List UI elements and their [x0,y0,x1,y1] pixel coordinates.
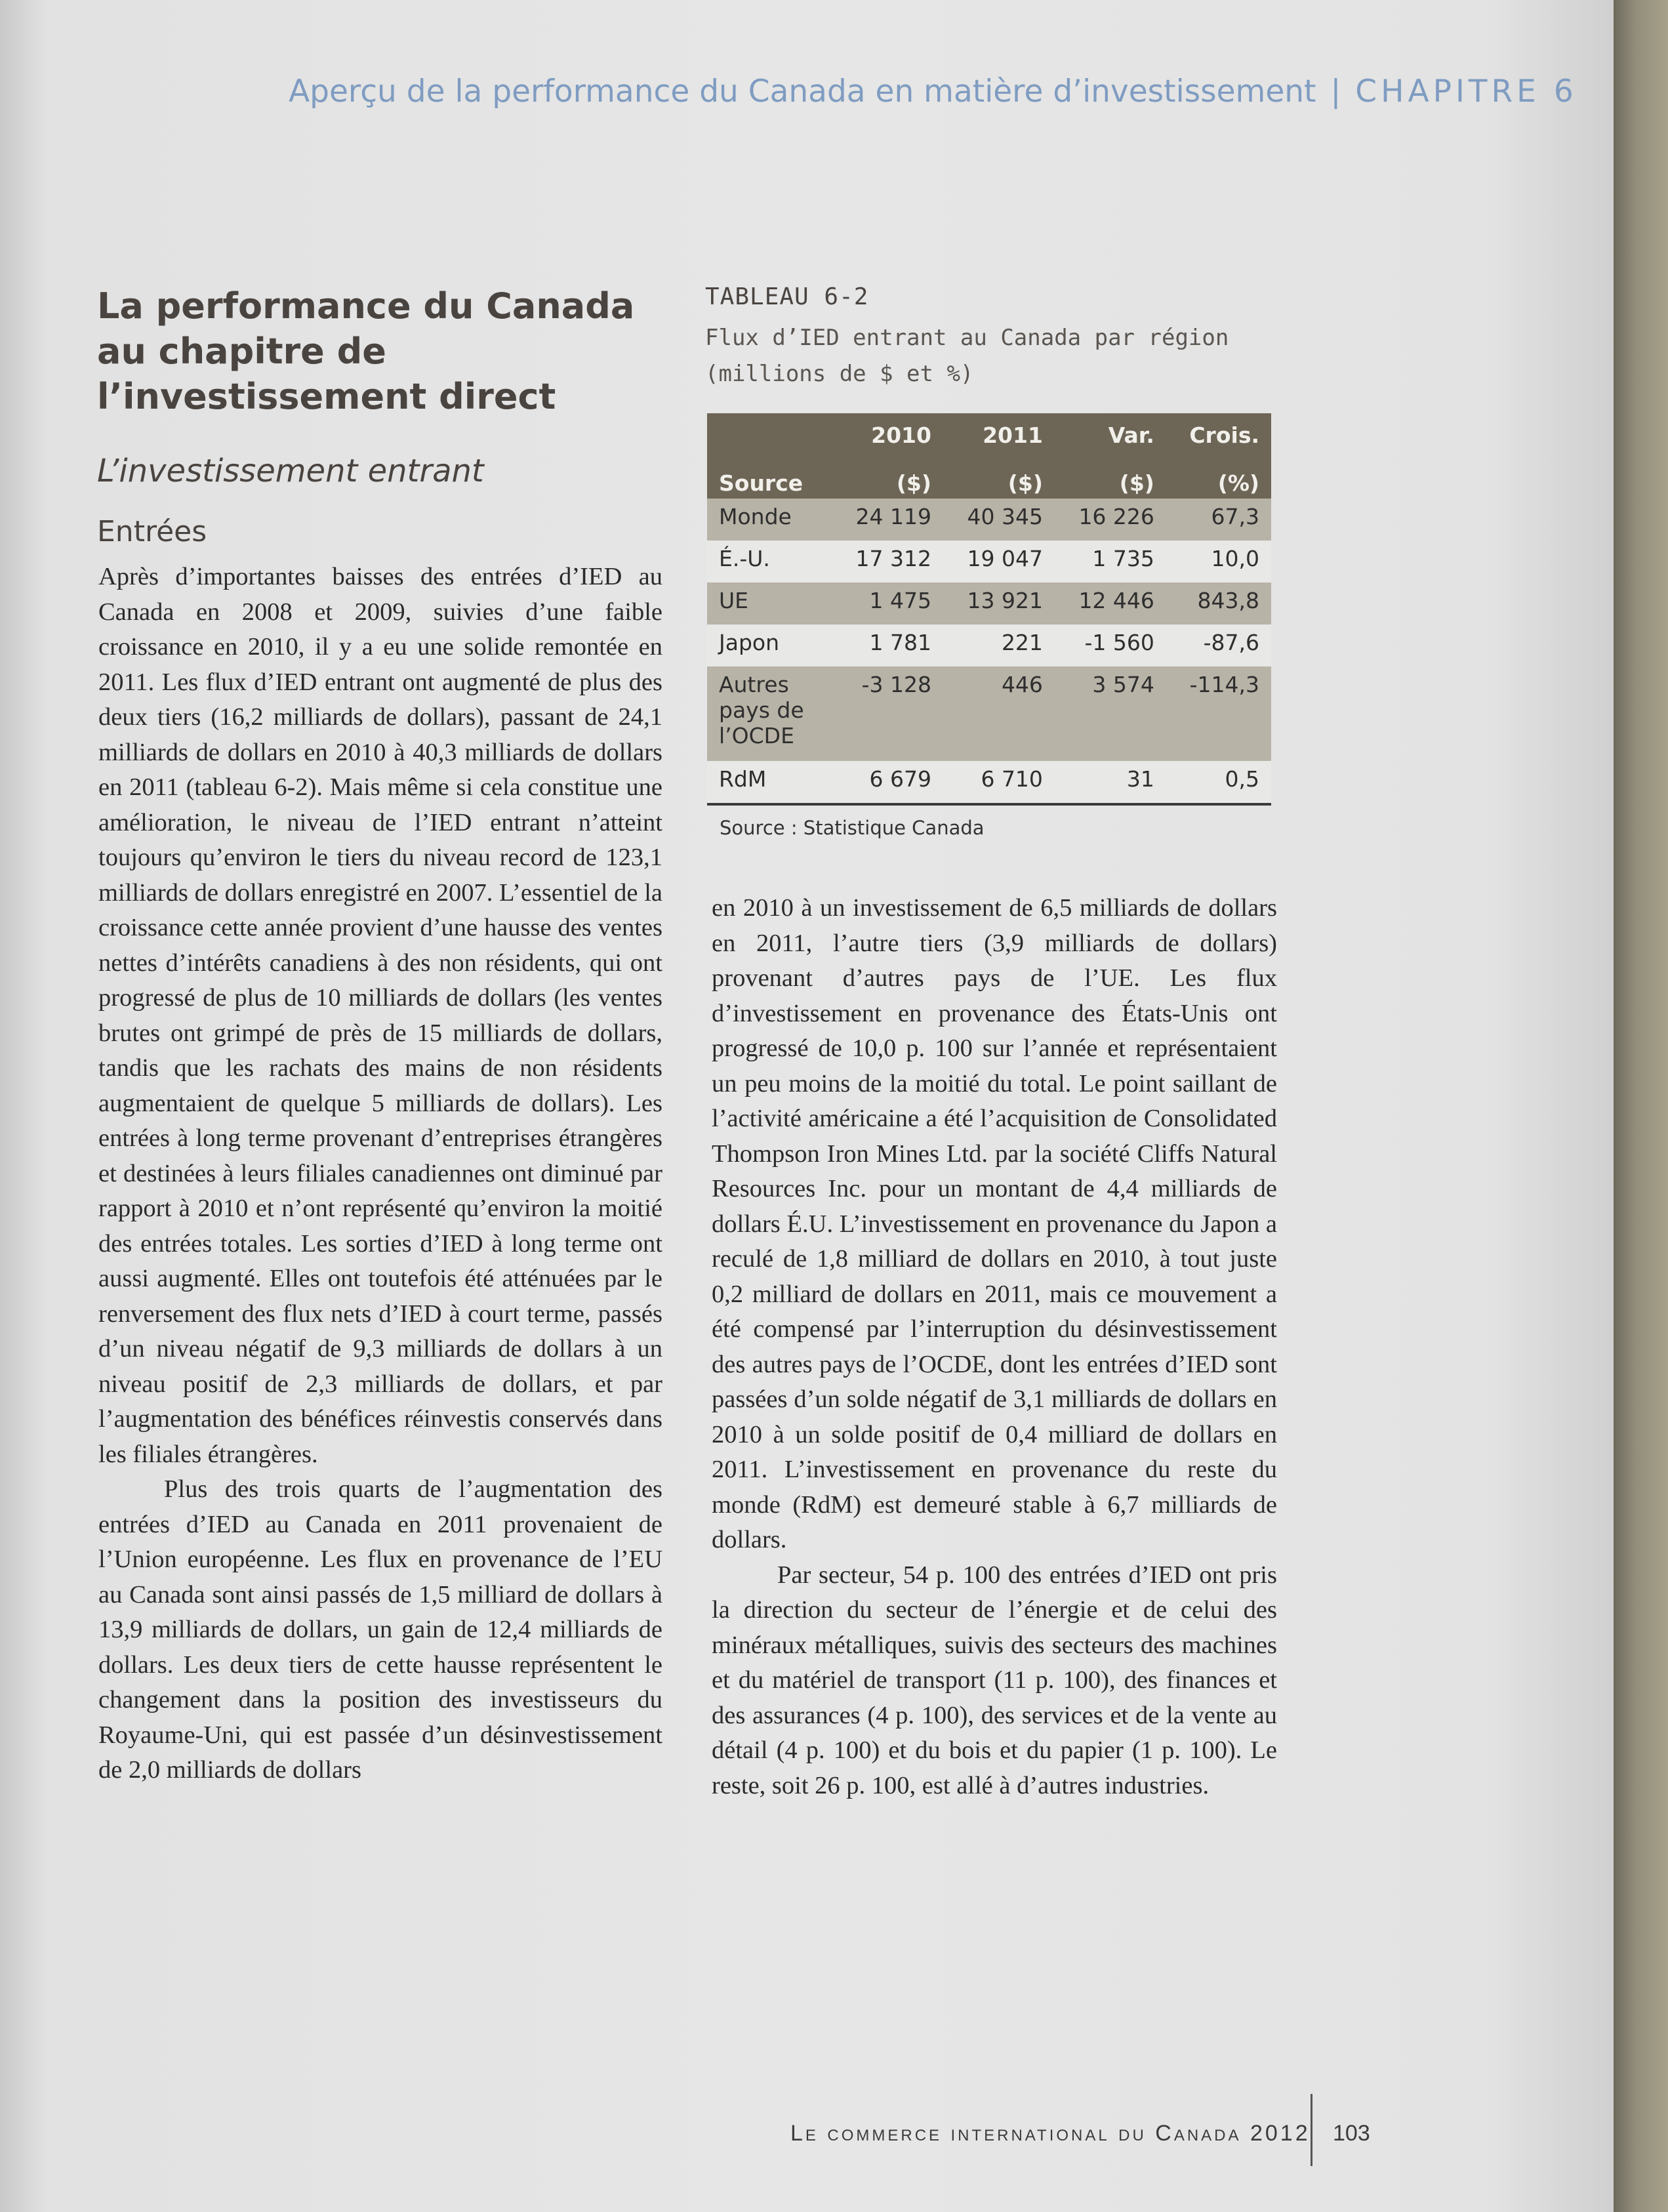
table-cell: 3 574 [1055,666,1166,761]
table-caption-line-2: (millions de $ et %) [705,361,974,387]
table-cell: 0,5 [1166,761,1271,804]
table-cell: RdM [707,761,832,804]
subhead-inflows: Entrées [97,515,207,548]
table-cell: 13 921 [943,583,1055,625]
table-header-unit-4: (%) [1166,457,1271,499]
footer-divider [1311,2094,1312,2166]
table-header-source: Source [707,457,832,499]
table-row [707,761,1271,804]
table-cell: 12 446 [1055,583,1166,625]
table-header-unit-2: ($) [943,457,1055,499]
table-cell: 6 710 [943,761,1055,804]
right-paragraph-1: en 2010 à un investissement de 6,5 milliards de dollars en 2011, l’autre tiers (3,9 milliards de dollars) provenant d’autres pays de l’UE. Les flux d’investissement en provenance des États-Unis ont progressé de 10,0 p. 100 sur l’année et représentaient un peu moins de la moitié du total. Le point saillant de l’activité américaine a été l’acquisition de Consolidated Thompson Iron Mines Ltd. par la société Cliffs Natural Resources Inc. pour un montant de 4,4 milliards de dollars É.U. L’investissement en provenance du Japon a reculé de 1,8 milliard de dollars en 2010, à tout juste 0,2 milliard de dollars en 2011, mais ce mouvement a été compensé par l’interruption du désinvestissement des autres pays de l’OCDE, dont les entrées d’IED sont passées d’un solde négatif de 3,1 milliards de dollars en 2010 à un solde positif de 0,4 milliard de dollars en 2011. L’investissement en provenance du reste du monde (RdM) est demeuré stable à 6,7 milliards de dollars. [712,894,1277,1553]
left-paragraph-2: Plus des trois quarts de l’augmentation des entrées d’IED au Canada en 2011 provenaient de l’Union européenne. Les flux en provenance de l’EU au Canada sont ainsi passés de 1,5 milliard de dollars à 13,9 milliards de dollars, un gain de 12,4 milliards de dollars. Les deux tiers de cette hausse représentent le changement dans la position des investisseurs du Royaume-Uni, qui est passée d’un désinvestissement de 2,0 milliards de dollars [98,1475,662,1784]
table-header-unit-1: ($) [832,457,943,499]
book-spine-edge [1614,0,1668,2212]
table-row [707,666,1271,761]
table-header-top-1: 2010 [832,413,943,457]
running-head-title: Aperçu de la performance du Canada en matière d’investissement [289,73,1316,110]
table-cell: Autres pays de l’OCDE [707,666,832,761]
table-cell: UE [707,583,832,625]
table-source-note: Source : Statistique Canada [720,817,985,839]
table-cell: -3 128 [832,666,943,761]
table-caption-line-1: Flux d’IED entrant au Canada par région [705,325,1229,351]
table-header-top-2: 2011 [943,413,1055,457]
table-header-top-0 [707,413,832,457]
footer-publication-title: Le commerce international du Canada 2012 [790,2121,1311,2146]
table-row [707,625,1271,666]
table-caption [705,320,1282,392]
right-column-text [712,891,1277,1803]
subhead-inbound-investment: L’investissement entrant [97,453,484,489]
table-label: TABLEAU 6-2 [705,283,869,310]
fdi-table [707,413,1271,806]
table-row [707,499,1271,541]
table-cell: -87,6 [1166,625,1271,666]
table-cell: É.-U. [707,541,832,583]
table-header-top-3: Var. [1055,413,1166,457]
table-cell: 843,8 [1166,583,1271,625]
table-cell: 1 735 [1055,541,1166,583]
left-paragraph-1: Après d’importantes baisses des entrées d’IED au Canada en 2008 et 2009, suivies d’une faible croissance en 2010, il y a eu une solide remontée en 2011. Les flux d’IED entrant ont augmenté de plus des deux tiers (16,2 milliards de dollars), passant de 24,1 milliards de dollars en 2010 à 40,3 milliards de dollars en 2011 (tableau 6-2). Mais même si cela constitue une amélioration, le niveau de l’IED entrant n’atteint toujours qu’environ le tiers du niveau record de 123,1 milliards de dollars enregistré en 2007. L’essentiel de la croissance cette année provient d’une hausse des ventes nettes d’intérêts canadiens à des non résidents, qui ont progressé de plus de 10 milliards de dollars (les ventes brutes ont grimpé de près de 15 milliards de dollars, tandis que les rachats des mains de non résidents augmentaient de quelque 5 milliards de dollars). Les entrées à long terme provenant d’entreprises étrangères et destinées à leurs filiales canadiennes ont diminué par rapport à 2010 et n’ont représenté qu’environ la moitié des entrées totales. Les sorties d’IED à long terme ont aussi augmenté. Elles ont toutefois été atténuées par le renversement des flux nets d’IED à court terme, passés d’un niveau négatif de 9,3 milliards de dollars à un niveau positif de 2,3 milliards de dollars, et par l’augmentation des bénéfices réinvestis conservés dans les filiales étrangères. [98,563,662,1468]
running-head-separator: | [1330,73,1341,110]
table-cell: 6 679 [832,761,943,804]
left-column-text [98,560,662,1788]
table-cell: -1 560 [1055,625,1166,666]
table-cell: 10,0 [1166,541,1271,583]
table-header-unit-3: ($) [1055,457,1166,499]
table-cell: 24 119 [832,499,943,541]
table-header-top-4: Crois. [1166,413,1271,457]
page-number: 103 [1333,2121,1370,2146]
running-head [289,73,1577,110]
table-cell: 16 226 [1055,499,1166,541]
table-cell: 31 [1055,761,1166,804]
table-cell: 446 [943,666,1055,761]
table-cell: 1 781 [832,625,943,666]
table-cell: Monde [707,499,832,541]
section-title: La performance du Canada au chapitre de l’investissement direct [97,285,635,417]
table-cell: Japon [707,625,832,666]
table-cell: 67,3 [1166,499,1271,541]
table-cell: 40 345 [943,499,1055,541]
table-cell: 19 047 [943,541,1055,583]
table-row [707,583,1271,625]
table-row [707,541,1271,583]
right-paragraph-2: Par secteur, 54 p. 100 des entrées d’IED ont pris la direction du secteur de l’énergie et de celui des minéraux métalliques, suivis des secteurs des machines et du matériel de transport (11 p. 100), des finances et des assurances (4 p. 100), des services et de la vente au détail (4 p. 100) et du bois et du papier (1 p. 100). Le reste, soit 26 p. 100, est allé à d’autres industries. [712,1561,1277,1799]
table-cell: 17 312 [832,541,943,583]
table-cell: 221 [943,625,1055,666]
table-cell: -114,3 [1166,666,1271,761]
running-head-chapter: CHAPITRE 6 [1355,73,1577,110]
table-cell: 1 475 [832,583,943,625]
